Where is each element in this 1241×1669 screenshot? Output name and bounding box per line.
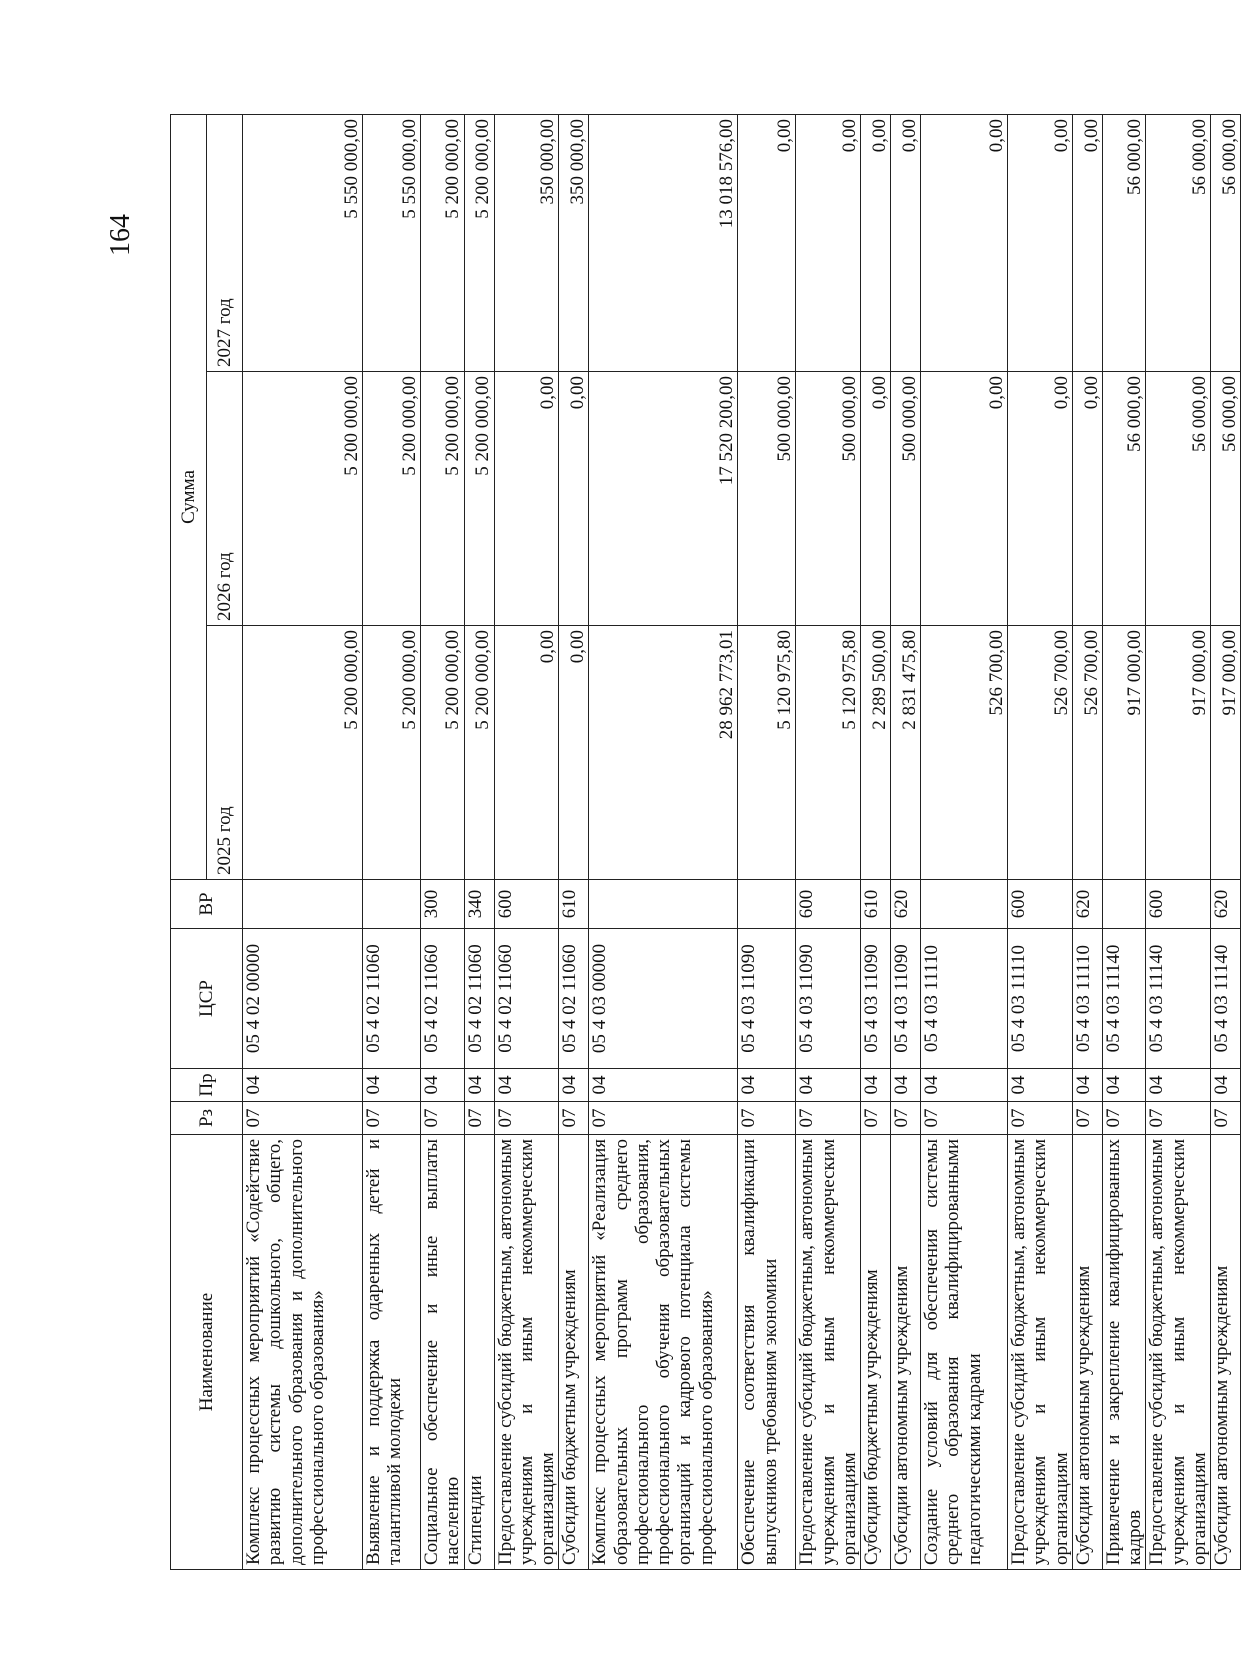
table-cell-pr: 04 — [1102, 1069, 1146, 1102]
table-cell-2026: 56 000,00 — [1146, 372, 1211, 626]
table-cell-vr — [738, 880, 796, 929]
budget-table — [170, 114, 1241, 1570]
table-cell-2025: 0,00 — [494, 626, 559, 880]
table-cell-rz: 07 — [464, 1102, 494, 1135]
table-cell-vr: 600 — [494, 880, 559, 929]
table-cell-rz: 07 — [1008, 1102, 1073, 1135]
table-row — [1211, 115, 1241, 1570]
table-cell-2027: 5 550 000,00 — [243, 115, 363, 372]
table-header — [171, 115, 243, 1570]
table-cell-2025: 5 200 000,00 — [464, 626, 494, 880]
table-cell-2025: 917 000,00 — [1102, 626, 1146, 880]
table-cell-2025: 2 289 500,00 — [861, 626, 891, 880]
table-cell-2025: 0,00 — [559, 626, 589, 880]
table-cell-csr: 05 4 02 11060 — [421, 929, 465, 1069]
table-row — [1146, 115, 1211, 1570]
table-cell-csr: 05 4 03 11090 — [796, 929, 861, 1069]
table-cell-name: Социальное обеспечение и иные выплаты населению — [421, 1135, 465, 1570]
table-row — [921, 115, 1008, 1570]
table-cell-pr: 04 — [1211, 1069, 1241, 1102]
table-cell-vr: 620 — [891, 880, 921, 929]
table-cell-pr: 04 — [891, 1069, 921, 1102]
table-cell-csr: 05 4 03 11090 — [738, 929, 796, 1069]
table-cell-name: Предоставление субсидий бюджетным, автономным учреждениям и иным некоммерческим организациям — [1008, 1135, 1073, 1570]
table-body — [243, 115, 1241, 1570]
table-cell-vr — [921, 880, 1008, 929]
table-cell-2025: 917 000,00 — [1146, 626, 1211, 880]
table-cell-vr: 600 — [1008, 880, 1073, 929]
table-cell-rz: 07 — [1146, 1102, 1211, 1135]
table-cell-2025: 5 200 000,00 — [243, 626, 363, 880]
table-cell-2027: 56 000,00 — [1211, 115, 1241, 372]
table-cell-name: Субсидии автономным учреждениям — [1072, 1135, 1102, 1570]
table-cell-2027: 350 000,00 — [494, 115, 559, 372]
table-cell-pr: 04 — [464, 1069, 494, 1102]
table-cell-2026: 0,00 — [921, 372, 1008, 626]
table-cell-2027: 0,00 — [1008, 115, 1073, 372]
table-cell-2025: 5 120 975,80 — [796, 626, 861, 880]
table-cell-name: Субсидии бюджетным учреждениям — [861, 1135, 891, 1570]
table-cell-vr: 620 — [1211, 880, 1241, 929]
table-cell-2026: 5 200 000,00 — [421, 372, 465, 626]
header-rz: Рз — [171, 1102, 243, 1135]
header-2025: 2025 год — [207, 626, 243, 880]
table-row — [494, 115, 559, 1570]
table-cell-csr: 05 4 02 11060 — [559, 929, 589, 1069]
table-cell-pr: 04 — [1008, 1069, 1073, 1102]
table-cell-rz: 07 — [1072, 1102, 1102, 1135]
table-cell-rz: 07 — [921, 1102, 1008, 1135]
table-cell-rz: 07 — [589, 1102, 738, 1135]
table-cell-2026: 5 200 000,00 — [363, 372, 421, 626]
page-number: 164 — [105, 214, 136, 256]
table-cell-rz: 07 — [738, 1102, 796, 1135]
table-cell-vr: 610 — [861, 880, 891, 929]
table-cell-2027: 0,00 — [1072, 115, 1102, 372]
table-cell-csr: 05 4 03 11090 — [891, 929, 921, 1069]
table-cell-vr: 300 — [421, 880, 465, 929]
table-cell-rz: 07 — [363, 1102, 421, 1135]
table-row — [589, 115, 738, 1570]
table-row — [243, 115, 363, 1570]
table-cell-name: Выявление и поддержка одаренных детей и талантливой молодежи — [363, 1135, 421, 1570]
table-cell-2026: 5 200 000,00 — [464, 372, 494, 626]
table-cell-csr: 05 4 03 11110 — [1008, 929, 1073, 1069]
table-row — [1102, 115, 1146, 1570]
table-cell-name: Предоставление субсидий бюджетным, автономным учреждениям и иным некоммерческим организациям — [796, 1135, 861, 1570]
table-cell-csr: 05 4 02 11060 — [363, 929, 421, 1069]
header-vr: ВР — [171, 880, 243, 929]
table-cell-csr: 05 4 03 11140 — [1146, 929, 1211, 1069]
table-cell-2026: 500 000,00 — [796, 372, 861, 626]
table-cell-pr: 04 — [921, 1069, 1008, 1102]
table-cell-rz: 07 — [1102, 1102, 1146, 1135]
table-cell-csr: 05 4 03 00000 — [589, 929, 738, 1069]
table-cell-2027: 13 018 576,00 — [589, 115, 738, 372]
table-row — [891, 115, 921, 1570]
table-cell-2027: 56 000,00 — [1102, 115, 1146, 372]
table-row — [1008, 115, 1073, 1570]
table-cell-name: Субсидии бюджетным учреждениям — [559, 1135, 589, 1570]
table-cell-rz: 07 — [559, 1102, 589, 1135]
header-sum: Сумма — [171, 115, 207, 880]
table-cell-pr: 04 — [243, 1069, 363, 1102]
table-cell-pr: 04 — [559, 1069, 589, 1102]
table-row — [796, 115, 861, 1570]
table-row — [559, 115, 589, 1570]
table-cell-2026: 56 000,00 — [1211, 372, 1241, 626]
table-cell-csr: 05 4 03 11140 — [1102, 929, 1146, 1069]
table-cell-2025: 28 962 773,01 — [589, 626, 738, 880]
table-cell-pr: 04 — [363, 1069, 421, 1102]
table-cell-2025: 526 700,00 — [1072, 626, 1102, 880]
table-cell-pr: 04 — [494, 1069, 559, 1102]
table-cell-2026: 0,00 — [494, 372, 559, 626]
table-cell-pr: 04 — [589, 1069, 738, 1102]
table-cell-pr: 04 — [861, 1069, 891, 1102]
table-cell-csr: 05 4 02 11060 — [464, 929, 494, 1069]
table-row — [1072, 115, 1102, 1570]
table-cell-2027: 350 000,00 — [559, 115, 589, 372]
table-cell-2027: 0,00 — [796, 115, 861, 372]
table-cell-vr: 620 — [1072, 880, 1102, 929]
table-row — [861, 115, 891, 1570]
table-cell-name: Комплекс процессных мероприятий «Реализация образовательных программ среднего профессионального образования, профессионального обучения образовательных организаций и кадрового потенциала системы профессионального образования» — [589, 1135, 738, 1570]
table-cell-rz: 07 — [1211, 1102, 1241, 1135]
table-cell-name: Комплекс процессных мероприятий «Содействие развитию системы дошкольного, общего, дополнительного образования и дополнительного профессионального образования» — [243, 1135, 363, 1570]
table-cell-name: Предоставление субсидий бюджетным, автономным учреждениям и иным некоммерческим организациям — [494, 1135, 559, 1570]
table-cell-pr: 04 — [421, 1069, 465, 1102]
table-cell-name: Субсидии автономным учреждениям — [891, 1135, 921, 1570]
table-cell-csr: 05 4 03 11140 — [1211, 929, 1241, 1069]
table-cell-2026: 0,00 — [559, 372, 589, 626]
table-cell-2027: 0,00 — [738, 115, 796, 372]
header-2027: 2027 год — [207, 115, 243, 372]
table-cell-2026: 56 000,00 — [1102, 372, 1146, 626]
table-cell-pr: 04 — [1072, 1069, 1102, 1102]
table-cell-2027: 56 000,00 — [1146, 115, 1211, 372]
table-cell-name: Привлечение и закрепление квалифицированных кадров — [1102, 1135, 1146, 1570]
header-csr: ЦСР — [171, 929, 243, 1069]
table-cell-vr — [243, 880, 363, 929]
table-cell-name: Стипендии — [464, 1135, 494, 1570]
table-cell-2026: 0,00 — [1072, 372, 1102, 626]
table-row — [363, 115, 421, 1570]
table-cell-2027: 0,00 — [891, 115, 921, 372]
table-cell-2026: 17 520 200,00 — [589, 372, 738, 626]
table-cell-2027: 5 550 000,00 — [363, 115, 421, 372]
table-cell-vr: 610 — [559, 880, 589, 929]
table-cell-name: Субсидии автономным учреждениям — [1211, 1135, 1241, 1570]
table-cell-rz: 07 — [421, 1102, 465, 1135]
table-cell-csr: 05 4 03 11110 — [921, 929, 1008, 1069]
table-cell-2027: 0,00 — [861, 115, 891, 372]
table-cell-2026: 500 000,00 — [738, 372, 796, 626]
table-cell-vr — [1102, 880, 1146, 929]
header-name: Наименование — [171, 1135, 243, 1570]
table-cell-2025: 5 200 000,00 — [421, 626, 465, 880]
table-cell-pr: 04 — [796, 1069, 861, 1102]
table-cell-vr: 600 — [796, 880, 861, 929]
table-cell-csr: 05 4 02 11060 — [494, 929, 559, 1069]
table-cell-name: Обеспечение соответствия квалификации выпускников требованиям экономики — [738, 1135, 796, 1570]
table-row — [464, 115, 494, 1570]
table-cell-2027: 5 200 000,00 — [421, 115, 465, 372]
table-cell-2026: 0,00 — [1008, 372, 1073, 626]
table-cell-csr: 05 4 02 00000 — [243, 929, 363, 1069]
table-cell-2027: 5 200 000,00 — [464, 115, 494, 372]
table-cell-vr — [589, 880, 738, 929]
table-cell-2026: 0,00 — [861, 372, 891, 626]
table-cell-2025: 5 200 000,00 — [363, 626, 421, 880]
table-cell-2025: 526 700,00 — [1008, 626, 1073, 880]
table-cell-rz: 07 — [796, 1102, 861, 1135]
table-cell-2025: 526 700,00 — [921, 626, 1008, 880]
table-cell-pr: 04 — [1146, 1069, 1211, 1102]
table-cell-rz: 07 — [494, 1102, 559, 1135]
table-cell-2025: 2 831 475,80 — [891, 626, 921, 880]
table-cell-vr — [363, 880, 421, 929]
table-cell-2025: 917 000,00 — [1211, 626, 1241, 880]
table-cell-2026: 5 200 000,00 — [243, 372, 363, 626]
header-2026: 2026 год — [207, 372, 243, 626]
table-cell-rz: 07 — [861, 1102, 891, 1135]
rotated-page-content — [170, 115, 1240, 1570]
table-cell-csr: 05 4 03 11090 — [861, 929, 891, 1069]
table-cell-rz: 07 — [891, 1102, 921, 1135]
table-row — [738, 115, 796, 1570]
table-cell-csr: 05 4 03 11110 — [1072, 929, 1102, 1069]
table-cell-name: Создание условий для обеспечения системы среднего образования квалифицированными педагогическими кадрами — [921, 1135, 1008, 1570]
table-cell-vr: 340 — [464, 880, 494, 929]
table-cell-name: Предоставление субсидий бюджетным, автономным учреждениям и иным некоммерческим организациям — [1146, 1135, 1211, 1570]
table-cell-vr: 600 — [1146, 880, 1211, 929]
table-cell-pr: 04 — [738, 1069, 796, 1102]
table-cell-2025: 5 120 975,80 — [738, 626, 796, 880]
table-cell-rz: 07 — [243, 1102, 363, 1135]
table-cell-2026: 500 000,00 — [891, 372, 921, 626]
header-pr: Пр — [171, 1069, 243, 1102]
table-row — [421, 115, 465, 1570]
table-cell-2027: 0,00 — [921, 115, 1008, 372]
